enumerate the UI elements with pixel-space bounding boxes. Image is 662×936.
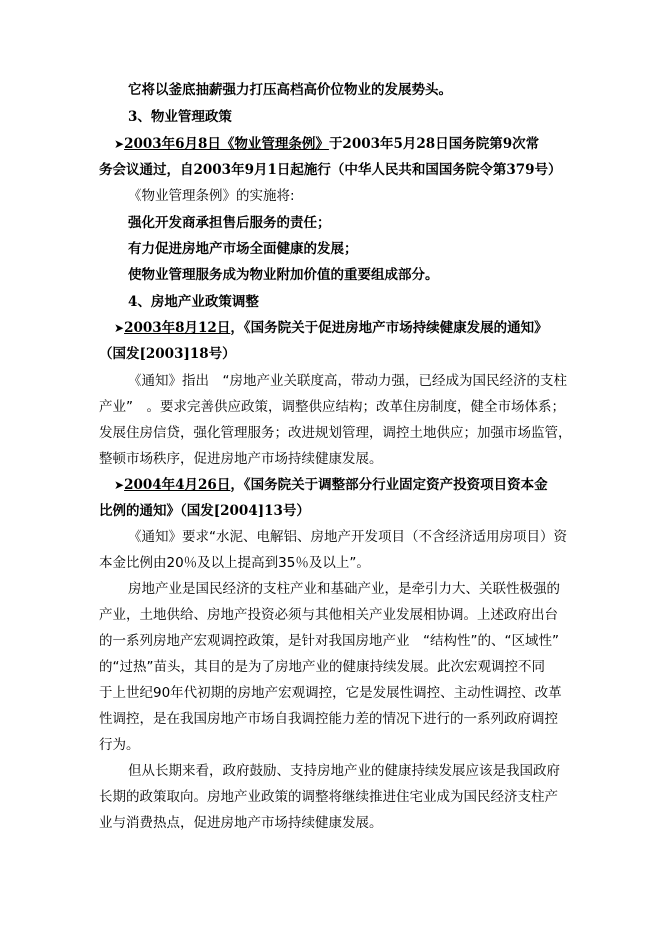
- s3-policy-item-line2: 务会议通过，自2003年9月1日起施行（中华人民共和国国务院令第379号）: [99, 162, 562, 178]
- section-3-heading: 3、物业管理政策: [128, 109, 232, 125]
- s4-item2-body-line: 本金比例由20％及以上提高到35％及以上”。: [99, 555, 370, 571]
- s3-item-title: 《物业管理条例》: [220, 136, 329, 152]
- s3-effect-item: 强化开发商承担售后服务的责任；: [128, 215, 331, 231]
- summary-line: 产业，土地供给、房地产投资必须与其他相关产业发展相协调。上述政府出台: [99, 607, 558, 623]
- s4-item1-title: ，《国务院关于促进房地产市场持续健康发展的通知》: [230, 320, 548, 336]
- s4-policy-item-2: [114, 475, 548, 495]
- s3-policy-item-line1: [114, 134, 539, 154]
- s4-item2-date: 2004年4月26日: [124, 477, 231, 493]
- s4-item1-body-line: 整顿市场秩序，促进房地产市场持续健康发展。: [99, 451, 383, 467]
- closing-line: 但从长期来看，政府鼓励、支持房地产业的健康持续发展应该是我国政府: [128, 763, 560, 779]
- s4-item2-title: ，《国务院关于调整部分行业固定资产投资项目资本金: [230, 477, 548, 493]
- section-4-heading: 4、房地产业政策调整: [128, 294, 259, 310]
- s3-effects-intro: 《物业管理条例》的实施将:: [128, 188, 295, 204]
- summary-line: 的一系列房地产宏观调控政策，是针对我国房地产业 “结构性”的、“区域性”: [99, 633, 559, 649]
- s4-item1-body-line: 产业” 。要求完善供应政策，调整供应结构；改革住房制度，健全市场体系；: [99, 399, 565, 415]
- summary-line: 的“过热”苗头，其目的是为了房地产业的健康持续发展。此次宏观调控不同: [99, 659, 545, 675]
- s4-item1-date: 2003年8月12日: [124, 320, 231, 336]
- s4-item1-body-line: 《通知》指出 “房地产业关联度高，带动力强，已经成为国民经济的支柱: [128, 373, 567, 389]
- intro-line: 它将以釜底抽薪强力打压高档高价位物业的发展势头。: [128, 82, 452, 98]
- s4-policy-item-1: [114, 318, 548, 338]
- summary-line: 房地产业是国民经济的支柱产业和基础产业，是牵引力大、关联性极强的: [128, 581, 560, 597]
- s4-item1-body-line: 发展住房信贷，强化管理服务；改进规划管理，调控土地供应；加强市场监管，: [99, 425, 572, 441]
- s3-effect-item: 有力促进房地产市场全面健康的发展；: [128, 241, 358, 257]
- closing-line: 业与消费热点，促进房地产市场持续健康发展。: [99, 815, 383, 831]
- s3-effect-item: 使物业管理服务成为物业附加价值的重要组成部分。: [128, 267, 439, 283]
- summary-line: 于上世纪90年代初期的房地产宏观调控，它是发展性调控、主动性调控、改革: [99, 685, 562, 701]
- s3-item-date: 2003年6月8日: [124, 136, 221, 152]
- arrow-bullet-icon: ➤: [114, 478, 125, 492]
- arrow-bullet-icon: ➤: [114, 321, 125, 335]
- s4-item2-title-line2: 比例的通知》（国发[2004]13号）: [99, 503, 310, 519]
- s4-item1-docno: （国发[2003]18号）: [99, 346, 236, 362]
- summary-line: 行为。: [99, 737, 140, 753]
- s4-item2-body-line: 《通知》要求“水泥、电解铝、房地产开发项目（不含经济适用房项目）资: [128, 529, 567, 545]
- summary-line: 性调控，是在我国房地产市场自我调控能力差的情况下进行的一系列政府调控: [99, 711, 558, 727]
- s3-item-line1-rest: 于2003年5月28日国务院第9次常: [328, 136, 540, 152]
- arrow-bullet-icon: ➤: [114, 137, 125, 151]
- closing-line: 长期的政策取向。房地产业政策的调整将继续推进住宅业成为国民经济支柱产: [99, 789, 558, 805]
